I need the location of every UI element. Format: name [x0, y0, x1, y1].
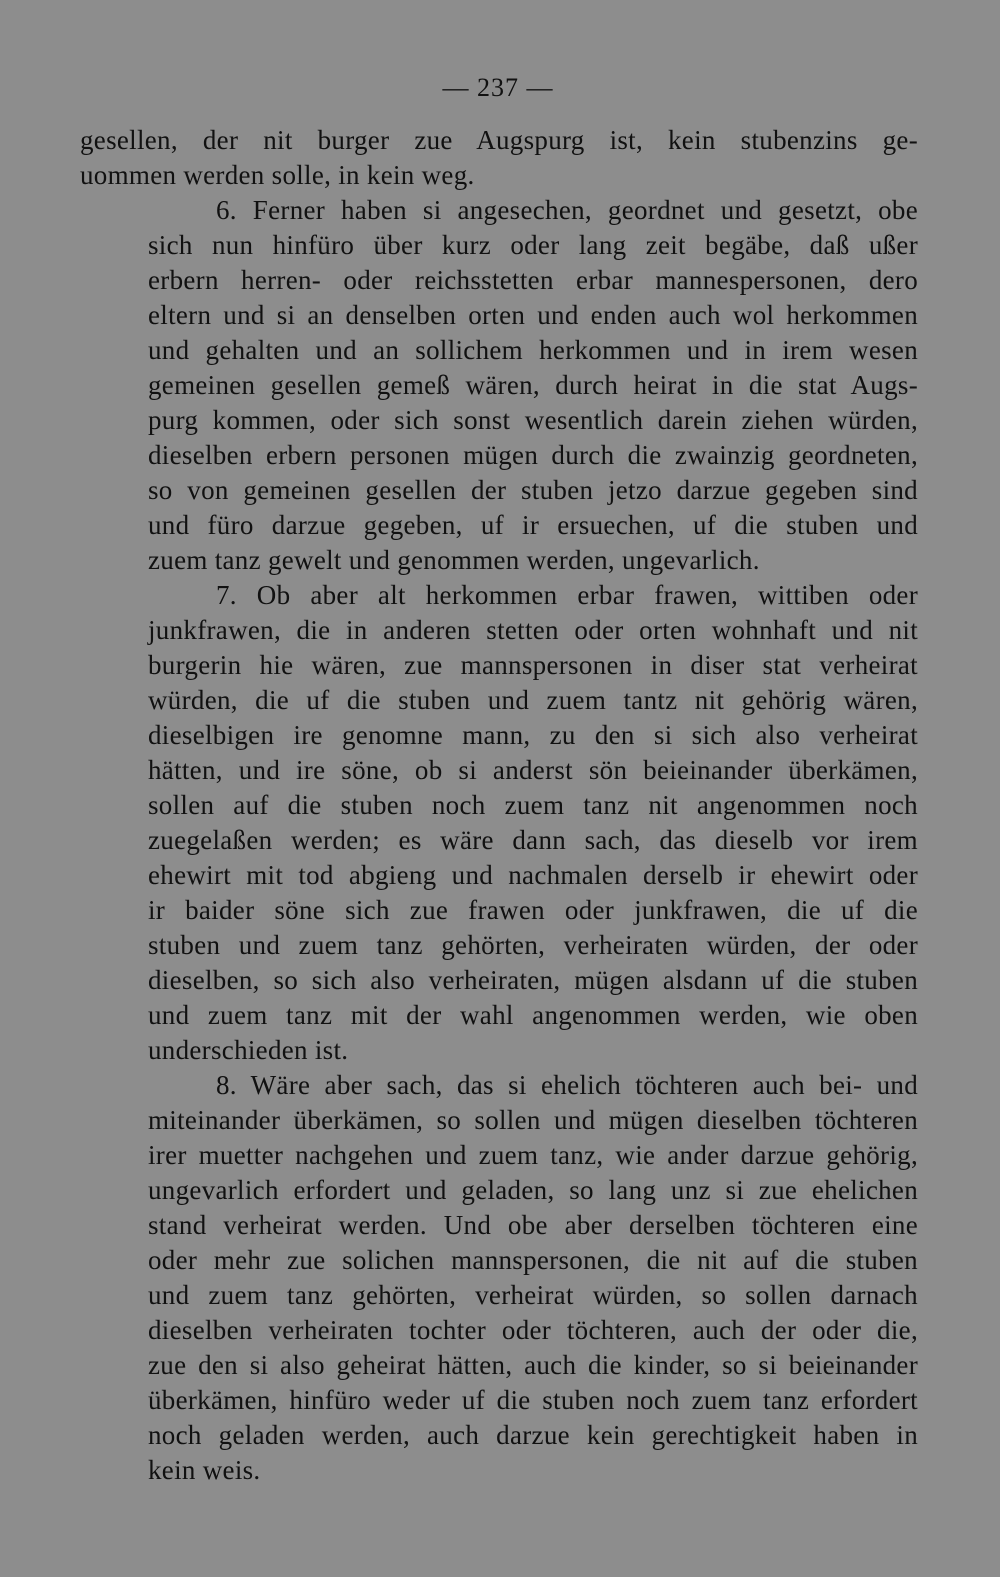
text-line: ungevarlich erfordert und geladen, so lang unz si zue ehelichen	[148, 1175, 918, 1205]
text-line: stuben und zuem tanz gehörten, verheiraten würden, der oder	[148, 930, 918, 960]
text-line: eltern und si an denselben orten und enden auch wol herkommen	[148, 300, 918, 330]
text-line: sich nun hinfüro über kurz oder lang zeit begäbe, daß ußer	[148, 230, 918, 260]
paragraph-6	[80, 193, 918, 578]
text-line: 8. Wäre aber sach, das si ehelich töchteren auch bei- und	[216, 1070, 918, 1100]
text-line: zuem tanz gewelt und genommen werden, ungevarlich.	[148, 545, 760, 575]
text-line: 7. Ob aber alt herkommen erbar frawen, wittiben oder	[216, 580, 918, 610]
text-line: hätten, und ire söne, ob si anderst sön beieinander überkämen,	[148, 755, 918, 785]
text-line: sollen auf die stuben noch zuem tanz nit angenommen noch	[148, 790, 918, 820]
text-line: und gehalten und an sollichem herkommen und in irem wesen	[148, 335, 918, 365]
text-line: irer muetter nachgehen und zuem tanz, wie ander darzue gehörig,	[148, 1140, 918, 1170]
text-line: dieselben, so sich also verheiraten, mügen alsdann uf die stuben	[148, 965, 918, 995]
text-line: oder mehr zue solichen mannspersonen, die nit auf die stuben	[148, 1245, 918, 1275]
text-line: dieselben erbern personen mügen durch die zwainzig geordneten,	[148, 440, 918, 470]
document-page	[80, 70, 918, 1488]
text-line: purg kommen, oder sich sonst wesentlich darein ziehen würden,	[148, 405, 918, 435]
paragraph-8	[80, 1068, 918, 1488]
text-line: ehewirt mit tod abgieng und nachmalen derselb ir ehewirt oder	[148, 860, 918, 890]
text-line: zuegelaßen werden; es wäre dann sach, das dieselb vor irem	[148, 825, 918, 855]
paragraph-7	[80, 578, 918, 1068]
text-line: miteinander überkämen, so sollen und mügen dieselben töchteren	[148, 1105, 918, 1135]
text-line: gemeinen gesellen gemeß wären, durch heirat in die stat Augs-	[148, 370, 918, 400]
text-line: würden, die uf die stuben und zuem tantz nit gehörig wären,	[148, 685, 918, 715]
text-line: zue den si also geheirat hätten, auch die kinder, so si beieinander	[148, 1350, 918, 1380]
text-line: noch geladen werden, auch darzue kein gerechtigkeit haben in	[148, 1420, 918, 1450]
text-line: junkfrawen, die in anderen stetten oder orten wohnhaft und nit	[148, 615, 918, 645]
text-line: burgerin hie wären, zue mannspersonen in diser stat verheirat	[148, 650, 918, 680]
text-line: uommen werden solle, in kein weg.	[80, 160, 475, 190]
text-line: so von gemeinen gesellen der stuben jetzo darzue gegeben sind	[148, 475, 918, 505]
text-line: und zuem tanz gehörten, verheirat würden, so sollen darnach	[148, 1280, 918, 1310]
text-line: ir baider söne sich zue frawen oder junkfrawen, die uf die	[148, 895, 918, 925]
text-line: und füro darzue gegeben, uf ir ersuechen, uf die stuben und	[148, 510, 918, 540]
text-line: erbern herren- oder reichsstetten erbar mannespersonen, dero	[148, 265, 918, 295]
page-number: — 237 —	[442, 73, 554, 102]
text-line: überkämen, hinfüro weder uf die stuben noch zuem tanz erfordert	[148, 1385, 918, 1415]
text-line: dieselben verheiraten tochter oder töchteren, auch der oder die,	[148, 1315, 918, 1345]
paragraph-continuation	[80, 123, 918, 193]
text-line: und zuem tanz mit der wahl angenommen werden, wie oben	[148, 1000, 918, 1030]
text-line: underschieden ist.	[148, 1035, 349, 1065]
text-line: 6. Ferner haben si angesechen, geordnet und gesetzt, obe	[216, 195, 918, 225]
text-line: dieselbigen ire genomne mann, zu den si sich also verheirat	[148, 720, 918, 750]
text-line: stand verheirat werden. Und obe aber derselben töchteren eine	[148, 1210, 918, 1240]
text-line: kein weis.	[148, 1455, 261, 1485]
text-line: gesellen, der nit burger zue Augspurg ist, kein stubenzins ge-	[80, 125, 918, 155]
